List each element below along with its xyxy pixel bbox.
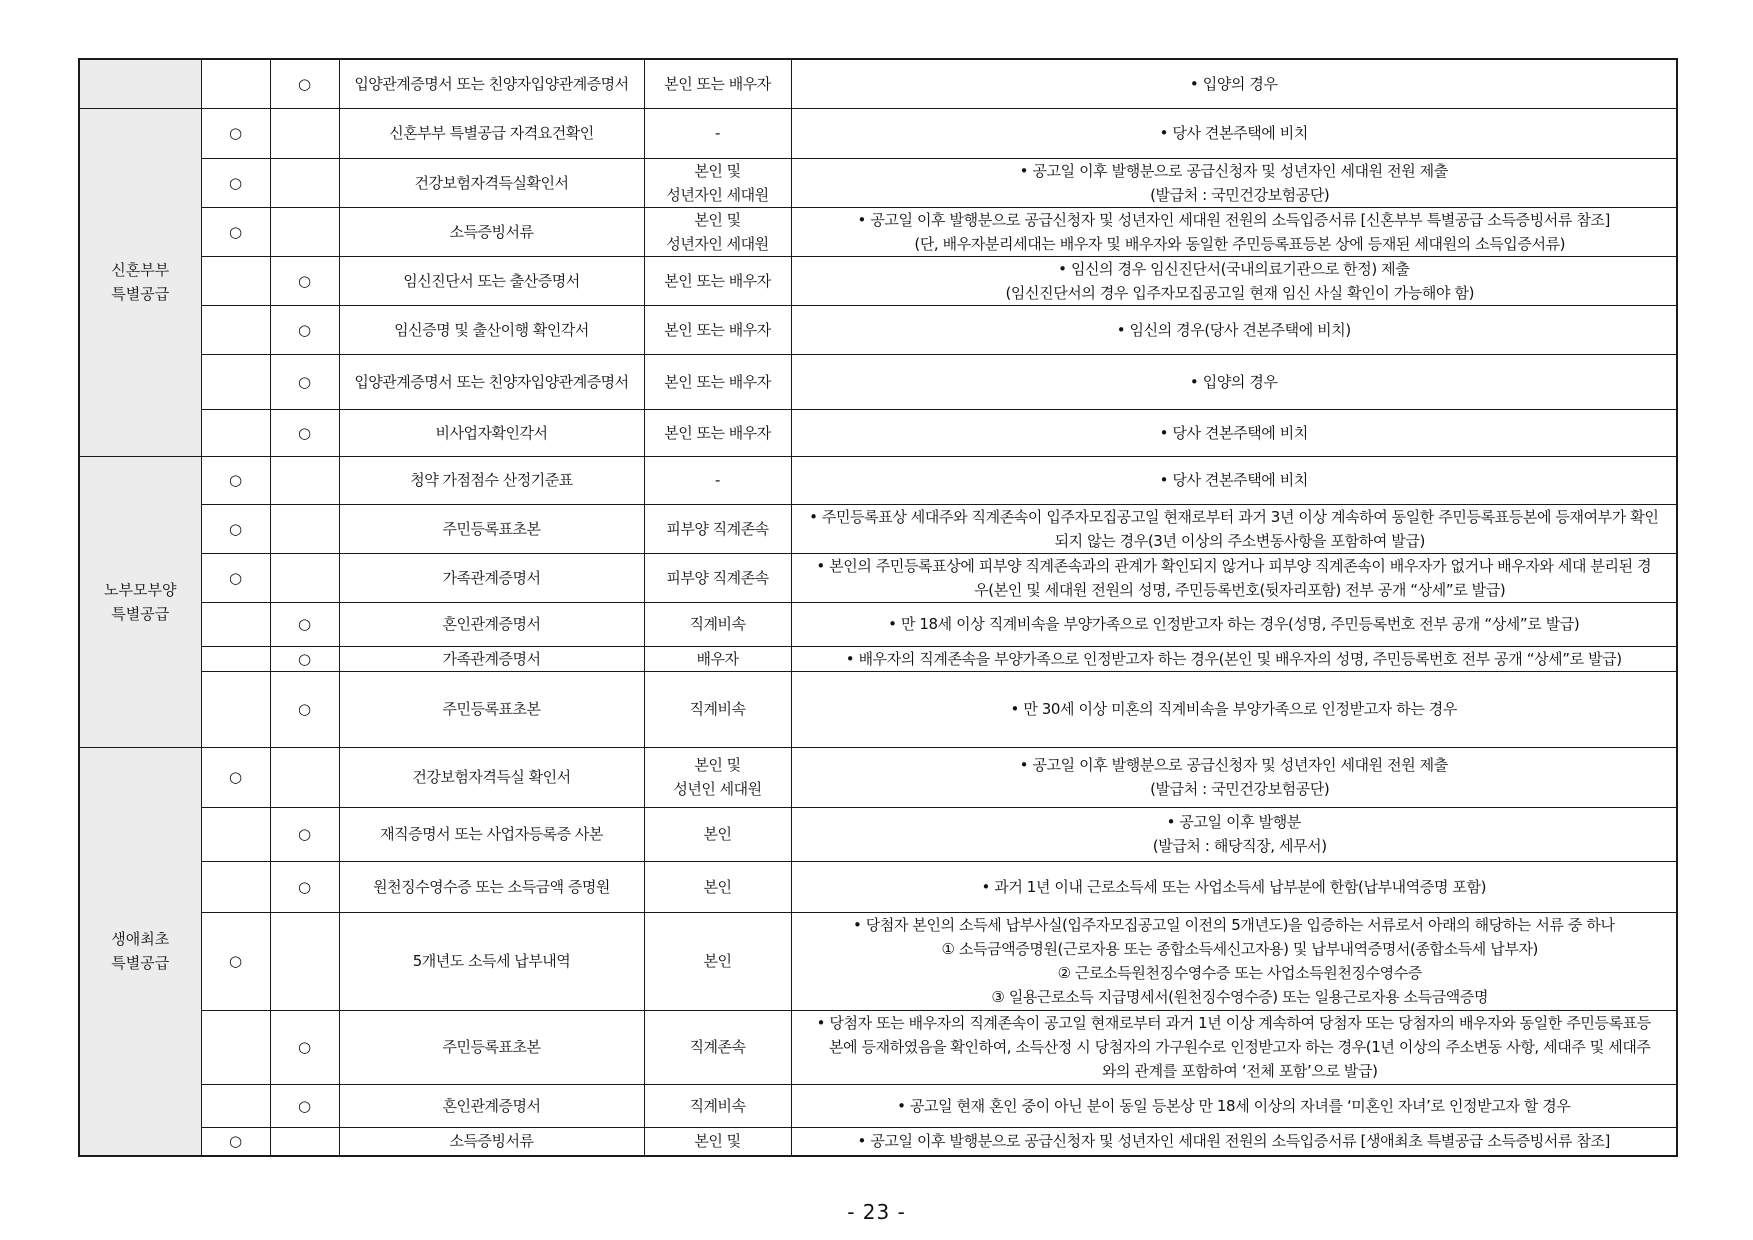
optional-mark-cell: ○	[270, 305, 339, 354]
document-name-cell: 혼인관계증명서	[339, 602, 644, 646]
optional-mark-cell	[270, 158, 339, 207]
subject-line: 직계존속	[689, 1038, 746, 1056]
remarks-cell	[791, 108, 1677, 158]
optional-mark-cell: ○	[270, 1010, 339, 1084]
remark-line: • 당사 견본주택에 비치	[1159, 471, 1308, 489]
document-name-cell: 주민등록표초본	[339, 671, 644, 747]
required-mark-cell	[201, 409, 270, 456]
required-mark-cell	[201, 807, 270, 861]
subject-line: -	[715, 471, 720, 489]
optional-mark-cell: ○	[270, 256, 339, 305]
remark-line: ③ 일용근로소득 지급명세서(원천징수영수증) 또는 일용근로자용 소득금액증명	[991, 988, 1489, 1006]
table-row	[79, 861, 1677, 912]
table-row	[79, 671, 1677, 747]
remark-line: • 배우자의 직계존속을 부양가족으로 인정받고자 하는 경우(본인 및 배우자의 성명, 주민등록번호 전부 공개 “상세”로 발급)	[845, 649, 1622, 668]
required-mark-cell: ○	[201, 158, 270, 207]
subject-line: 피부양 직계존속	[666, 519, 769, 538]
remark-line: • 당첨자 또는 배우자의 직계존속이 공고일 현재로부터 과거 1년 이상 계속하여 당첨자 또는 당첨자의 배우자와 동일한 주민등록표등	[816, 1014, 1651, 1032]
remark-line: • 임신의 경우(당사 견본주택에 비치)	[1116, 320, 1351, 339]
remarks-cell	[791, 504, 1677, 553]
remarks-cell	[791, 1084, 1677, 1127]
category-cell	[79, 747, 201, 1156]
table-row	[79, 354, 1677, 409]
remarks-cell	[791, 1127, 1677, 1156]
remark-line: (발급처 : 해당직장, 세무서)	[1152, 837, 1327, 855]
required-mark-cell	[201, 1084, 270, 1127]
remarks-cell	[791, 207, 1677, 256]
required-mark-cell: ○	[201, 456, 270, 504]
subject-line: -	[715, 124, 720, 142]
required-mark-cell	[201, 646, 270, 671]
optional-mark-cell: ○	[270, 671, 339, 747]
remark-line: • 당사 견본주택에 비치	[1159, 124, 1308, 142]
remarks-cell	[791, 671, 1677, 747]
table-row	[79, 1127, 1677, 1156]
remark-line: (임신진단서의 경우 입주자모집공고일 현재 임신 사실 확인이 가능해야 함)	[1005, 283, 1475, 302]
document-name-cell: 신혼부부 특별공급 자격요건확인	[339, 108, 644, 158]
document-name-cell: 가족관계증명서	[339, 646, 644, 671]
remark-line: • 당첨자 본인의 소득세 납부사실(입주자모집공고일 이전의 5개년도)을 입증하는 서류로서 아래의 해당하는 서류 중 하나	[852, 916, 1615, 934]
document-name-cell: 5개년도 소득세 납부내역	[339, 912, 644, 1010]
optional-mark-cell: ○	[270, 807, 339, 861]
subject-cell	[644, 504, 791, 553]
document-name-cell: 비사업자확인각서	[339, 409, 644, 456]
required-mark-cell: ○	[201, 504, 270, 553]
document-name-cell: 입양관계증명서 또는 친양자입양관계증명서	[339, 59, 644, 108]
document-name-cell: 건강보험자격득실 확인서	[339, 747, 644, 807]
category-label: 특별공급	[111, 954, 170, 973]
subject-cell	[644, 1084, 791, 1127]
required-mark-cell	[201, 602, 270, 646]
subject-line: 성년자인 세대원	[666, 185, 769, 204]
remarks-cell	[791, 456, 1677, 504]
subject-line: 성년인 세대원	[673, 780, 762, 798]
category-cell	[79, 108, 201, 456]
required-mark-cell	[201, 354, 270, 409]
subject-line: 피부양 직계존속	[666, 568, 769, 587]
remarks-cell	[791, 305, 1677, 354]
optional-mark-cell: ○	[270, 646, 339, 671]
remark-line: (발급처 : 국민건강보험공단)	[1150, 780, 1330, 798]
required-mark-cell: ○	[201, 553, 270, 602]
required-mark-cell	[201, 59, 270, 108]
required-mark-cell: ○	[201, 747, 270, 807]
remark-line: • 공고일 이후 발행분으로 공급신청자 및 성년자인 세대원 전원 제출	[1019, 161, 1448, 180]
remark-line: (발급처 : 국민건강보험공단)	[1150, 185, 1330, 204]
remark-line: • 공고일 현재 혼인 중이 아닌 분이 동일 등본상 만 18세 이상의 자녀를 ‘미혼인 자녀’로 인정받고자 할 경우	[897, 1096, 1571, 1115]
table-row	[79, 1010, 1677, 1084]
subject-cell	[644, 912, 791, 1010]
category-label: 신혼부부	[111, 261, 170, 279]
document-name-cell: 혼인관계증명서	[339, 1084, 644, 1127]
remark-line: • 공고일 이후 발행분	[1166, 813, 1301, 831]
table-row	[79, 747, 1677, 807]
remarks-cell	[791, 553, 1677, 602]
subject-cell	[644, 305, 791, 354]
table-row	[79, 807, 1677, 861]
remark-line: • 공고일 이후 발행분으로 공급신청자 및 성년자인 세대원 전원의 소득입증서류 [신혼부부 특별공급 소득증빙서류 참조]	[857, 210, 1610, 229]
remark-line: 되지 않는 경우(3년 이상의 주소변동사항을 포함하여 발급)	[1054, 531, 1425, 550]
optional-mark-cell	[270, 1127, 339, 1156]
optional-mark-cell	[270, 456, 339, 504]
subject-line: 본인 또는 배우자	[664, 423, 771, 442]
subject-line: 본인 또는 배우자	[664, 271, 771, 290]
optional-mark-cell: ○	[270, 602, 339, 646]
required-mark-cell: ○	[201, 1127, 270, 1156]
remark-line: (단, 배우자분리세대는 배우자 및 배우자와 동일한 주민등록표등본 상에 등재된 세대원의 소득입증서류)	[914, 234, 1566, 253]
subject-cell	[644, 207, 791, 256]
optional-mark-cell	[270, 912, 339, 1010]
remark-line: • 만 30세 이상 미혼의 직계비속을 부양가족으로 인정받고자 하는 경우	[1010, 700, 1457, 718]
optional-mark-cell	[270, 747, 339, 807]
table-row	[79, 409, 1677, 456]
table-row	[79, 59, 1677, 108]
document-name-cell: 소득증빙서류	[339, 1127, 644, 1156]
table-row	[79, 1084, 1677, 1127]
remark-line: • 입양의 경우	[1189, 372, 1278, 391]
remarks-cell	[791, 747, 1677, 807]
subject-line: 본인 및	[694, 1132, 741, 1151]
remark-line: • 당사 견본주택에 비치	[1159, 423, 1308, 442]
document-name-cell: 입양관계증명서 또는 친양자입양관계증명서	[339, 354, 644, 409]
remark-line: ② 근로소득원천징수영수증 또는 사업소득원천징수영수증	[1057, 964, 1422, 982]
table-row	[79, 256, 1677, 305]
remarks-cell	[791, 1010, 1677, 1084]
subject-cell	[644, 59, 791, 108]
category-cell	[79, 456, 201, 747]
table-row	[79, 646, 1677, 671]
table-row	[79, 158, 1677, 207]
subject-line: 직계비속	[689, 700, 746, 718]
remarks-cell	[791, 59, 1677, 108]
subject-line: 본인 및	[694, 161, 741, 180]
subject-cell	[644, 646, 791, 671]
required-mark-cell: ○	[201, 207, 270, 256]
optional-mark-cell	[270, 207, 339, 256]
remark-line: 와의 관계를 포함하여 ‘전체 포함’으로 발급)	[1101, 1062, 1378, 1080]
subject-cell	[644, 553, 791, 602]
remarks-cell	[791, 354, 1677, 409]
remarks-cell	[791, 409, 1677, 456]
required-mark-cell: ○	[201, 912, 270, 1010]
category-cell	[79, 59, 201, 108]
remark-line: ① 소득금액증명원(근로자용 또는 종합소득세신고자용) 및 납부내역증명서(종합소득세 납부자)	[941, 940, 1538, 958]
remark-line: • 본인의 주민등록표상에 피부양 직계존속과의 관계가 확인되지 않거나 피부양 직계존속이 배우자가 없거나 배우자와 세대 분리된 경	[816, 556, 1652, 575]
subject-cell	[644, 1127, 791, 1156]
table-row	[79, 108, 1677, 158]
optional-mark-cell: ○	[270, 861, 339, 912]
remarks-cell	[791, 807, 1677, 861]
subject-cell	[644, 456, 791, 504]
table-row	[79, 305, 1677, 354]
subject-line: 본인 또는 배우자	[664, 372, 771, 391]
optional-mark-cell	[270, 553, 339, 602]
subject-line: 배우자	[696, 649, 739, 668]
optional-mark-cell	[270, 108, 339, 158]
subject-line: 성년자인 세대원	[666, 234, 769, 253]
category-label: 특별공급	[111, 604, 170, 623]
subject-cell	[644, 256, 791, 305]
document-name-cell: 재직증명서 또는 사업자등록증 사본	[339, 807, 644, 861]
category-label: 특별공급	[111, 285, 170, 303]
required-mark-cell	[201, 671, 270, 747]
required-mark-cell	[201, 1010, 270, 1084]
subject-line: 본인 및	[694, 756, 741, 774]
optional-mark-cell: ○	[270, 1084, 339, 1127]
required-mark-cell	[201, 861, 270, 912]
remarks-cell	[791, 912, 1677, 1010]
document-name-cell: 임신진단서 또는 출산증명서	[339, 256, 644, 305]
remarks-cell	[791, 861, 1677, 912]
subject-cell	[644, 1010, 791, 1084]
subject-line: 본인	[703, 877, 732, 896]
remark-line: • 공고일 이후 발행분으로 공급신청자 및 성년자인 세대원 전원의 소득입증서류 [생애최초 특별공급 소득증빙서류 참조]	[857, 1132, 1610, 1151]
document-name-cell: 주민등록표초본	[339, 1010, 644, 1084]
document-table	[78, 58, 1678, 1157]
optional-mark-cell: ○	[270, 409, 339, 456]
subject-line: 직계비속	[689, 615, 746, 633]
subject-cell	[644, 747, 791, 807]
subject-cell	[644, 671, 791, 747]
remark-line: • 입양의 경우	[1189, 74, 1278, 93]
page-number: - 23 -	[847, 1200, 906, 1224]
document-name-cell: 가족관계증명서	[339, 553, 644, 602]
remark-line: • 임신의 경우 임신진단서(국내의료기관으로 한정) 제출	[1058, 259, 1410, 278]
category-label: 생애최초	[111, 930, 170, 949]
remark-line: • 과거 1년 이내 근로소득세 또는 사업소득세 납부분에 한함(납부내역증명 포함)	[981, 877, 1487, 896]
subject-cell	[644, 354, 791, 409]
subject-cell	[644, 807, 791, 861]
subject-line: 본인	[703, 825, 732, 843]
category-label: 노부모부양	[104, 580, 177, 599]
required-mark-cell	[201, 305, 270, 354]
subject-line: 본인 또는 배우자	[664, 74, 771, 93]
remark-line: • 공고일 이후 발행분으로 공급신청자 및 성년자인 세대원 전원 제출	[1019, 756, 1448, 774]
document-name-cell: 임신증명 및 출산이행 확인각서	[339, 305, 644, 354]
table-row	[79, 207, 1677, 256]
subject-cell	[644, 409, 791, 456]
table-row	[79, 456, 1677, 504]
document-name-cell: 주민등록표초본	[339, 504, 644, 553]
remark-line: • 만 18세 이상 직계비속을 부양가족으로 인정받고자 하는 경우(성명, 주민등록번호 전부 공개 “상세”로 발급)	[888, 615, 1580, 633]
table-row	[79, 602, 1677, 646]
subject-cell	[644, 158, 791, 207]
table-row	[79, 504, 1677, 553]
remarks-cell	[791, 256, 1677, 305]
table-row	[79, 912, 1677, 1010]
document-name-cell: 건강보험자격득실확인서	[339, 158, 644, 207]
required-mark-cell: ○	[201, 108, 270, 158]
subject-line: 본인 또는 배우자	[664, 320, 771, 339]
document-name-cell: 원천징수영수증 또는 소득금액 증명원	[339, 861, 644, 912]
remarks-cell	[791, 158, 1677, 207]
subject-line: 직계비속	[689, 1096, 746, 1115]
required-mark-cell	[201, 256, 270, 305]
document-table-body	[79, 59, 1677, 1156]
optional-mark-cell	[270, 504, 339, 553]
document-name-cell: 청약 가점점수 산정기준표	[339, 456, 644, 504]
subject-cell	[644, 861, 791, 912]
subject-cell	[644, 108, 791, 158]
remark-line: 본에 등재하였음을 확인하여, 소득산정 시 당첨자의 가구원수로 인정받고자 하는 경우(1년 이상의 주소변동 사항, 세대주 및 세대주	[828, 1038, 1651, 1056]
subject-line: 본인 및	[694, 210, 741, 229]
remarks-cell	[791, 602, 1677, 646]
subject-line: 본인	[703, 952, 732, 970]
remark-line: • 주민등록표상 세대주와 직계존속이 입주자모집공고일 현재로부터 과거 3년 이상 계속하여 동일한 주민등록표등본에 등재여부가 확인	[809, 507, 1659, 526]
optional-mark-cell: ○	[270, 59, 339, 108]
subject-cell	[644, 602, 791, 646]
remarks-cell	[791, 646, 1677, 671]
optional-mark-cell: ○	[270, 354, 339, 409]
document-name-cell: 소득증빙서류	[339, 207, 644, 256]
remark-line: 우(본인 및 세대원 전원의 성명, 주민등록번호(뒷자리포함) 전부 공개 “상세”로 발급)	[974, 580, 1506, 599]
table-row	[79, 553, 1677, 602]
